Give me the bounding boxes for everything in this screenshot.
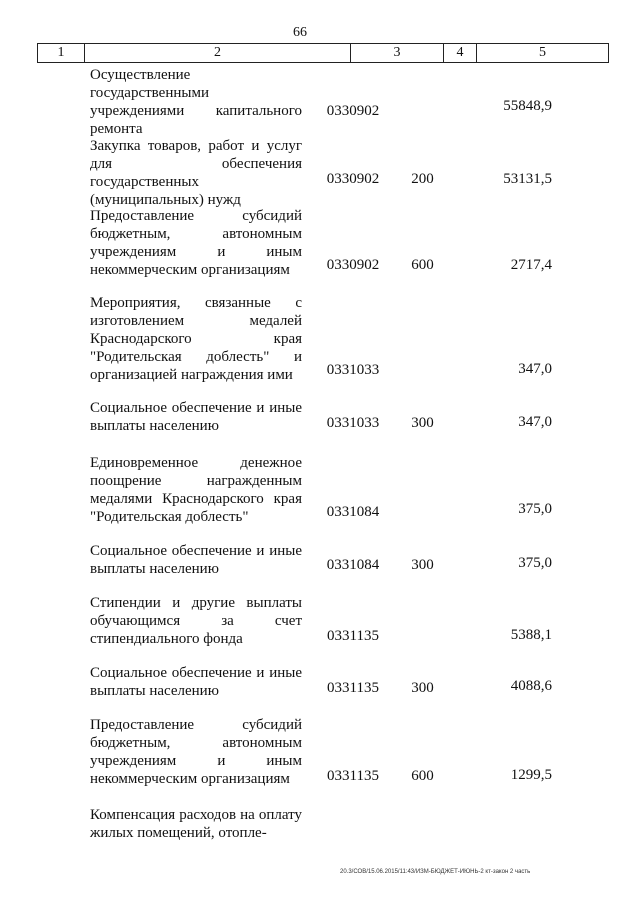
- header-col-3: 3: [393, 45, 401, 60]
- row-description: Осуществление государственными учреждениями капитального ремонта: [90, 67, 302, 137]
- row-description: Компенсация расходов на оплату жилых помещений, отопле-: [90, 807, 302, 841]
- row-amount: 347,0: [518, 361, 552, 377]
- row-expense-type: 300: [411, 415, 434, 431]
- row-amount: 4088,6: [510, 678, 552, 694]
- row-description: Закупка товаров, работ и услуг для обеспечения государственных (муниципальных) нужд: [90, 138, 302, 208]
- row-expense-type: 600: [411, 257, 434, 273]
- row-code: 0331033: [326, 362, 380, 378]
- row-description: Мероприятия, связанные с изготовлением медалей Краснодарского края "Родительская доблесть" и организацией награждения ими: [90, 295, 302, 383]
- row-amount: 1299,5: [510, 767, 552, 783]
- row-amount: 5388,1: [510, 627, 552, 643]
- row-description: Единовременное денежное поощрение награжденным медалями Краснодарского края "Родительская доблесть": [90, 455, 302, 525]
- row-amount: 347,0: [518, 414, 552, 430]
- header-col-2: 2: [214, 45, 221, 60]
- row-code: 0330902: [326, 171, 380, 187]
- row-amount: 2717,4: [510, 257, 552, 273]
- footer-filename: 20.3/СОВ/15.06.2015/11:43/ИЗМ-БЮДЖЕТ-ИЮНЬ-2 кт-закон 2 часть: [340, 869, 531, 875]
- row-code: 0331033: [326, 415, 380, 431]
- row-code: 0331084: [326, 557, 380, 573]
- header-col-1: 1: [57, 45, 65, 60]
- row-description: Предоставление субсидий бюджетным, автономным учреждениям и иным некоммерческим организациям: [90, 717, 302, 787]
- row-code: 0331135: [327, 768, 379, 784]
- page-number: 66: [293, 25, 307, 40]
- header-col-4: 4: [456, 45, 464, 60]
- table-header: [37, 43, 609, 63]
- row-expense-type: 300: [411, 557, 434, 573]
- header-col-5: 5: [539, 45, 546, 60]
- row-description: Стипендии и другие выплаты обучающимся за счет стипендиального фонда: [90, 595, 302, 647]
- row-expense-type: 600: [411, 768, 434, 784]
- row-description: Социальное обеспечение и иные выплаты населению: [90, 400, 302, 434]
- row-amount: 53131,5: [503, 171, 552, 187]
- row-amount: 375,0: [518, 555, 552, 571]
- row-code: 0331084: [326, 504, 380, 520]
- row-code: 0330902: [326, 257, 380, 273]
- row-code: 0331135: [327, 680, 379, 696]
- row-expense-type: 200: [411, 171, 434, 187]
- row-expense-type: 300: [411, 680, 434, 696]
- row-description: Социальное обеспечение и иные выплаты населению: [90, 543, 302, 577]
- row-code: 0331135: [327, 628, 379, 644]
- row-code: 0330902: [326, 103, 380, 119]
- row-amount: 375,0: [518, 501, 552, 517]
- row-description: Социальное обеспечение и иные выплаты населению: [90, 665, 302, 699]
- row-amount: 55848,9: [503, 98, 552, 114]
- row-description: Предоставление субсидий бюджетным, автономным учреждениям и иным некоммерческим организациям: [90, 208, 302, 278]
